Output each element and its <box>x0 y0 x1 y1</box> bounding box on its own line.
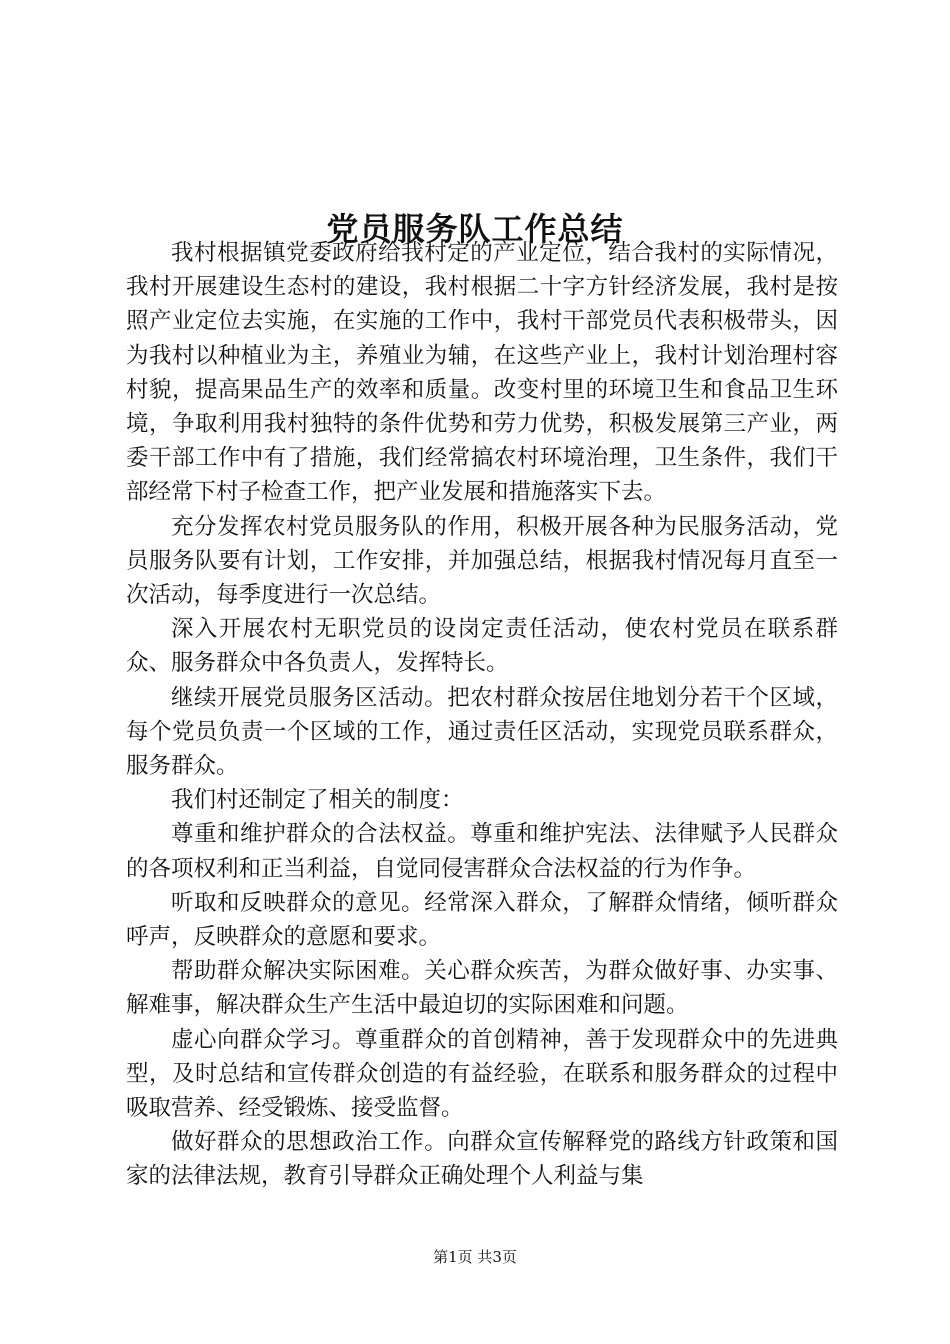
paragraph-rule-help: 帮助群众解决实际困难。关心群众疾苦，为群众做好事、办实事、解难事，解决群众生产生活中最迫切的实际困难和问题。 <box>126 958 838 1019</box>
paragraph-intro: 我村根据镇党委政府给我村定的产业定位，结合我村的实际情况，我村开展建设生态村的建设，我村根据二十字方针经济发展，我村是按照产业定位去实施，在实施的工作中，我村干部党员代表积极带头，因为我村以种植业为主，养殖业为辅，在这些产业上，我村计划治理村容村貌，提高果品生产的效率和质量。改变村里的环境卫生和食品卫生环境，争取利用我村独特的条件优势和劳力优势，积极发展第三产业，两委干部工作中有了措施，我们经常搞农村环境治理，卫生条件，我们干部经常下村子检查工作，把产业发展和措施落实下去。 <box>126 240 838 506</box>
paragraph-rules-intro: 我们村还制定了相关的制度： <box>171 787 464 814</box>
paragraph-service-zone: 继续开展党员服务区活动。把农村群众按居住地划分若干个区域，每个党员负责一个区域的工作，通过责任区活动，实现党员联系群众，服务群众。 <box>126 684 838 780</box>
document-body <box>126 236 838 1194</box>
paragraph-service-team: 充分发挥农村党员服务队的作用，积极开展各种为民服务活动，党员服务队要有计划，工作安排，并加强总结，根据我村情况每月直至一次活动，每季度进行一次总结。 <box>126 513 838 609</box>
paragraph-rule-political-work: 做好群众的思想政治工作。向群众宣传解释党的路线方针政策和国家的法律法规，教育引导群众正确处理个人利益与集 <box>126 1129 838 1190</box>
paragraph-post-responsibility: 深入开展农村无职党员的设岗定责任活动，使农村党员在联系群众、服务群众中各负责人，发挥特长。 <box>126 616 838 677</box>
page-number-footer: 第1页 共3页 <box>433 1248 517 1266</box>
paragraph-rule-listen: 听取和反映群众的意见。经常深入群众，了解群众情绪，倾听群众呼声，反映群众的意愿和要求。 <box>126 889 838 951</box>
paragraph-rule-rights: 尊重和维护群众的合法权益。尊重和维护宪法、法律赋予人民群众的各项权利和正当利益，自觉同侵害群众合法权益的行为作争。 <box>126 821 838 882</box>
document-title: 党员服务队工作总结 <box>326 210 624 249</box>
paragraph-rule-learn: 虚心向群众学习。尊重群众的首创精神，善于发现群众中的先进典型，及时总结和宣传群众创造的有益经验，在联系和服务群众的过程中吸取营养、经受锻炼、接受监督。 <box>126 1026 838 1122</box>
